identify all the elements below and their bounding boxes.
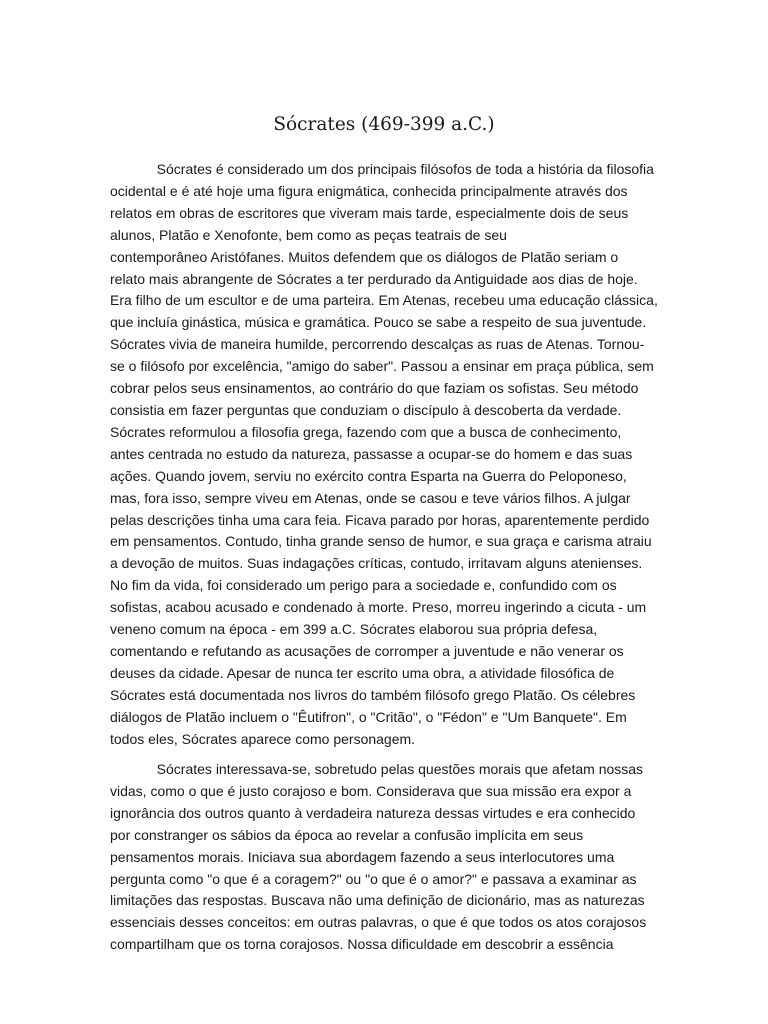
text-line: Sócrates está documentada nos livros do também filósofo grego Platão. Os célebres <box>110 686 636 703</box>
text-line: cobrar pelos seus ensinamentos, ao contrário do que faziam os sofistas. Seu método <box>110 380 639 397</box>
text-line: Era filho de um escultor e de uma parteira. Em Atenas, recebeu uma educação clássica, <box>110 292 658 309</box>
text-line: mas, fora isso, sempre viveu em Atenas, onde se casou e teve vários filhos. A julgar <box>110 489 631 506</box>
text-line: se o filósofo por excelência, "amigo do saber". Passou a ensinar em praça pública, sem <box>110 358 654 375</box>
text-line: Sócrates vivia de maneira humilde, percorrendo descalças as ruas de Atenas. Tornou- <box>110 336 645 353</box>
text-line: pelas descrições tinha uma cara feia. Ficava parado por horas, aparentemente perdido <box>110 511 650 528</box>
text-line: relatos em obras de escritores que viveram mais tarde, especialmente dois de seus <box>110 204 629 221</box>
text-line: comentando e refutando as acusações de corromper a juventude e não venerar os <box>110 642 624 659</box>
text-line: sofistas, acabou acusado e condenado à morte. Preso, morreu ingerindo a cicuta - um <box>110 599 647 616</box>
text-line: ocidental e é até hoje uma figura enigmática, conhecida principalmente através dos <box>110 182 628 199</box>
text-line: relato mais abrangente de Sócrates a ter perdurado da Antiguidade aos dias de hoje. <box>110 270 638 287</box>
paragraph-2 <box>110 759 656 956</box>
text-line: pergunta como "o que é a coragem?" ou "o que é o amor?" e passava a examinar as <box>110 870 637 887</box>
text-line: veneno comum na época - em 399 a.C. Sócrates elaborou sua própria defesa, <box>110 621 598 638</box>
text-line: deuses da cidade. Apesar de nunca ter escrito uma obra, a atividade filosófica de <box>110 664 615 681</box>
text-line: essenciais desses conceitos: em outras palavras, o que é que todos os atos corajosos <box>110 914 647 931</box>
text-line: No fim da vida, foi considerado um perigo para a sociedade e, confundido com os <box>110 577 617 594</box>
text-line: antes centrada no estudo da natureza, passasse a ocupar-se do homem e das suas <box>110 445 633 462</box>
text-line: por constranger os sábios da época ao revelar a confusão implícita em seus <box>110 826 584 843</box>
text-line: diálogos de Platão incluem o "Êutifron", o "Critão", o "Fédon" e "Um Banquete". Em <box>110 708 627 725</box>
text-line: alunos, Platão e Xenofonte, bem como as peças teatrais de seu <box>110 226 507 243</box>
text-line: todos eles, Sócrates aparece como personagem. <box>110 730 416 747</box>
text-line: pensamentos morais. Iniciava sua abordagem fazendo a seus interlocutores uma <box>110 848 615 865</box>
text-line: consistia em fazer perguntas que conduziam o discípulo à descoberta da verdade. <box>110 401 622 418</box>
text-line: a devoção de muitos. Suas indagações críticas, contudo, irritavam alguns atenienses. <box>110 555 643 572</box>
text-line: ignorância dos outros quanto à verdadeira natureza dessas virtudes e era conhecido <box>110 804 636 821</box>
document-title: Sócrates (469-399 a.C.) <box>273 114 495 135</box>
text-line: limitações das respostas. Buscava não uma definição de dicionário, mas as naturezas <box>110 892 645 909</box>
text-line: ações. Quando jovem, serviu no exército contra Esparta na Guerra do Peloponeso, <box>110 467 627 484</box>
text-line: compartilham que os torna corajosos. Nossa dificuldade em descobrir a essência <box>110 936 614 953</box>
text-line: Sócrates interessava-se, sobretudo pelas questões morais que afetam nossas <box>110 761 644 777</box>
text-line: Sócrates é considerado um dos principais filósofos de toda a história da filosofia <box>110 161 654 177</box>
text-line: Sócrates reformulou a filosofia grega, fazendo com que a busca de conhecimento, <box>110 423 622 440</box>
text-line: que incluía ginástica, música e gramática. Pouco se sabe a respeito de sua juventude. <box>110 314 647 331</box>
text-line: em pensamentos. Contudo, tinha grande senso de humor, e sua graça e carisma atraiu <box>110 533 652 550</box>
text-line: vidas, como o que é justo corajoso e bom. Considerava que sua missão era expor a <box>110 782 632 799</box>
paragraph-1 <box>110 159 656 750</box>
text-line: contemporâneo Aristófanes. Muitos defendem que os diálogos de Platão seriam o <box>110 248 619 265</box>
